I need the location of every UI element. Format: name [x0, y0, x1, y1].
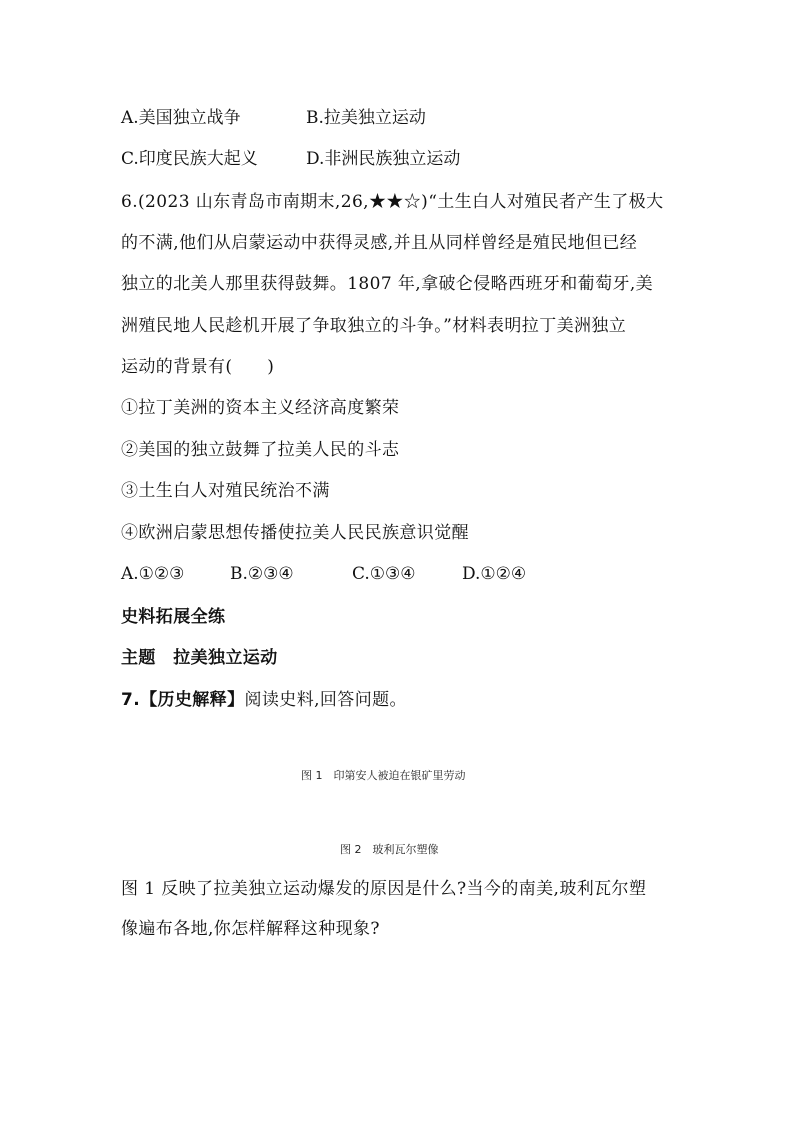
topic-title: 主题 拉美独立运动: [121, 648, 278, 668]
q6-stem-line: 6.(2023 山东青岛市南期末,26,★★☆)“土生白人对殖民者产生了极大: [121, 192, 664, 212]
q6-stem-line: 的不满,他们从启蒙运动中获得灵感,并且从同样曾经是殖民地但已经: [121, 233, 638, 253]
q6-item: ④欧洲启蒙思想传播使拉美人民民族意识觉醒: [121, 523, 469, 543]
q6-stem-line: 独立的北美人那里获得鼓舞。1807 年,拿破仑侵略西班牙和葡萄牙,美: [121, 274, 654, 294]
q6-stem-line: 运动的背景有( ): [121, 357, 275, 377]
q6-item: ①拉丁美洲的资本主义经济高度繁荣: [121, 398, 400, 418]
q6-option-c: C.①③④: [352, 564, 416, 584]
q5-option-b: B.拉美独立运动: [306, 108, 426, 128]
q7-question-line: 图 1 反映了拉美独立运动爆发的原因是什么?当今的南美,玻利瓦尔塑: [121, 879, 647, 899]
q6-option-d: D.①②④: [462, 564, 527, 584]
q5-option-c: C.印度民族大起义: [121, 149, 258, 169]
q6-option-a: A.①②③: [121, 564, 185, 584]
q7-label: 7.【历史解释】: [121, 690, 245, 710]
q7-question-line: 像遍布各地,你怎样解释这种现象?: [121, 919, 380, 939]
section-title: 史料拓展全练: [121, 607, 226, 627]
q7-text: 阅读史料,回答问题。: [244, 690, 407, 710]
q6-item: ③土生白人对殖民统治不满: [121, 481, 330, 501]
figure2-caption: 图 2 玻利瓦尔塑像: [340, 843, 439, 856]
q6-stem-line: 洲殖民地人民趁机开展了争取独立的斗争。”材料表明拉丁美洲独立: [121, 316, 627, 336]
q7-intro: [121, 690, 407, 710]
q6-item: ②美国的独立鼓舞了拉美人民的斗志: [121, 440, 400, 460]
q5-option-d: D.非洲民族独立运动: [306, 149, 461, 169]
q5-option-a: A.美国独立战争: [121, 108, 241, 128]
q6-option-b: B.②③④: [230, 564, 294, 584]
figure1-caption: 图 1 印第安人被迫在银矿里劳动: [301, 769, 466, 782]
